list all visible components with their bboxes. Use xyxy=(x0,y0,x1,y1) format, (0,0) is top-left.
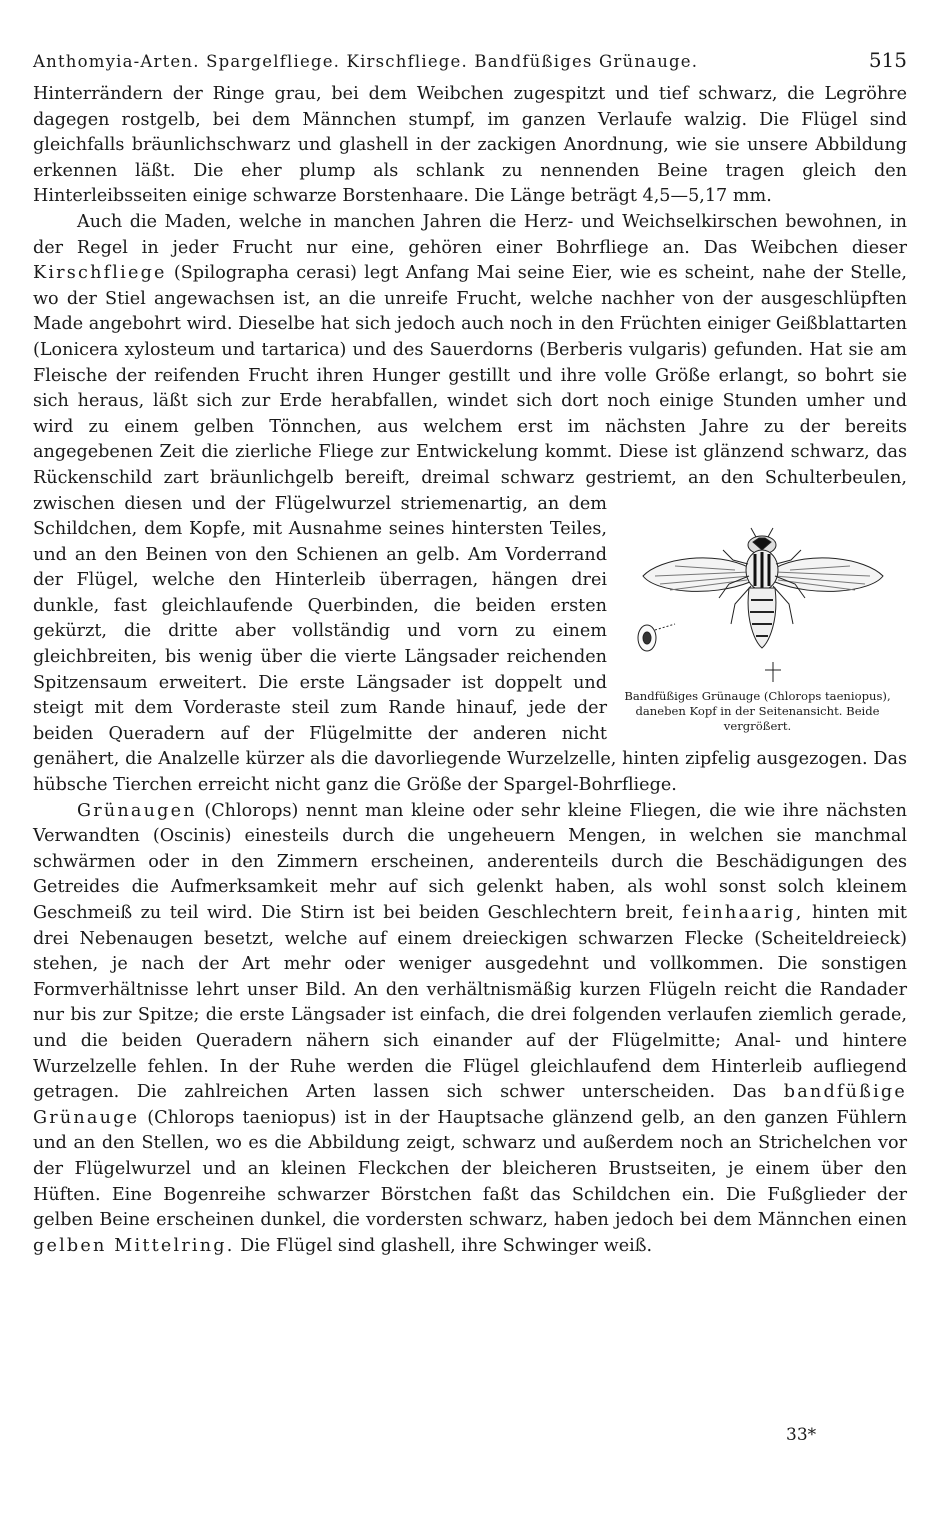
figure-caption: Bandfüßiges Grünauge (Chlorops taeniopus), daneben Kopf in der Seitenansicht. Beide vergrößert. xyxy=(624,689,891,733)
running-header xyxy=(33,48,907,82)
paragraph-3 xyxy=(33,799,907,1260)
fly-icon xyxy=(638,528,883,682)
term-kirschfliege: Kirschfliege xyxy=(33,263,167,284)
term-feinhaarig: feinhaarig, xyxy=(682,903,804,923)
paragraph-3-part-f: (Chlorops taeniopus) ist in der Hauptsache glänzend gelb, an den ganzen Fühlern und an den Stellen, wo es die Abbildung zeigt, schwarz und außerdem noch an Strichelchen vor der Flügelwurzel und an kleinen Fleckchen der bleicheren Brustseiten, je einem über den Hüften. Eine Bogenreihe schwarzer Börstchen faßt das Schildchen ein. Die Fußglieder der gelben Beine erscheinen dunkel, die vordersten schwarz, haben jedoch bei dem Männchen einen xyxy=(33,1107,907,1231)
figure-chlorops xyxy=(615,520,900,734)
paragraph-3-part-d: hinten mit drei Nebenaugen besetzt, welche auf einem dreieckigen schwarzen Flecke (Scheiteldreieck) stehen, je nach der Art mehr oder weniger ausgedehnt und vollkommen. Die sonstigen Formverhältnisse lehrt unser Bild. An den verhältnismäßig kurzen Flügeln reicht die Randader nur bis zur Spitze; die erste Längsader ist einfach, die drei folgenden verlaufen ziemlich gerade, und die beiden Queradern nähern sich einander auf der Flügelmitte; Anal- und hintere Wurzelzelle fehlen. In der Ruhe werden die Flügel gleichlaufend dem Hinterleib aufliegend getragen. Die zahlreichen Arten lassen sich schwer unterscheiden. Das xyxy=(33,903,907,1103)
term-gelben-mittelring: gelben Mittelring. xyxy=(33,1235,235,1256)
signature-mark: 33* xyxy=(786,1425,817,1445)
term-gruenaugen: Grünaugen xyxy=(77,800,197,821)
paragraph-2-part-a: Auch die Maden, welche in manchen Jahren die Herz- und Weichselkirschen bewohnen, in der Regel in jeder Frucht nur eine, gehören einer Bohrfliege an. Das Weibchen dieser xyxy=(33,211,907,258)
paragraph-2-part-c: (Spilographa cerasi) legt Anfang Mai seine Eier, wie es scheint, nahe der Stelle, wo der Stiel angewachsen ist, an die unreife Frucht, welche nachher von der ausgeschlüpften Made angebohrt wird. Dieselbe hat sich jedoch auch noch in den Früchten einiger Geißblattarten (Lonicera xylosteum und tartarica) und des Sauerdorns (Berberis vulgaris) gefunden. Hat sie am Fleische der reifenden Frucht ihren Hunger gestillt und ihre volle Größe erlangt, so bohrt sie sich heraus, läßt sich zur Erde herabfallen, windet sich dort noch einige Stunden umher und wird zu einem gelben Tönnchen, aus welchem erst im nächsten Jahre zu der bereits angegebenen Zeit die zierliche Fliege zur Entwickelung kommt. Diese ist glänzend schwarz, das Rückenschild zart bräunlichgelb bereift, dreimal schwarz gestriemt, an den Schulterbeulen, zwischen diesen und der Flügelwurzel striemenartig, an dem Schildchen, dem Kopfe, mit Ausnahme seines hintersten Teiles, und an den Beinen von den Schienen an gelb. Am Vorderrand der Flügel, welche den Hinterleib überragen, hängen drei dunkle, fast gleichlaufende Querbinden, die beiden ersten gekürzt, die dritte aber vollständig und vorn zu einem gleichbreiten, bis wenig über die vierte Längsader reichenden Spitzensaum erweitert. Die erste Längsader ist doppelt und steigt mit dem Vorderaste steil zum Rande hinauf, jede der beiden Queradern auf der Flügelmitte der anderen nicht genähert, die Analzelle kürzer als die davorliegende Wurzelzelle, hinten zipfelig ausgezogen. Das hübsche Tierchen erreicht nicht ganz die Größe der Spargel-Bohrfliege. xyxy=(33,263,907,796)
fly-illustration xyxy=(615,520,900,685)
paragraph-3-part-b: (Chlorops) nennt man kleine oder sehr kleine Fliegen, die wie ihre nächsten Verwandten (Oscinis) einesteils durch die ungeheuern Mengen, in welchen sie manchmal schwärmen oder in den Zimmern erscheinen, anderenteils durch die Beschädigungen des Getreides die Aufmerksamkeit mehr auf sich gelenkt haben, als wohl sonst solch kleinem Geschmeiß zu teil wird. Die Stirn ist bei beiden Geschlechtern breit, xyxy=(33,800,907,923)
running-title: Anthomyia-Arten. Spargelfliege. Kirschfliege. Bandfüßiges Grünauge. xyxy=(33,52,699,71)
page-number: 515 xyxy=(868,48,907,72)
term-bandfuessige-gruenauge: bandfüßige Grünauge xyxy=(33,1082,908,1128)
paragraph-1: Hinterrändern der Ringe grau, bei dem Weibchen zugespitzt und tief schwarz, die Legröhre dagegen rostgelb, bei dem Männchen stumpf, im ganzen Verlaufe walzig. Die Flügel sind gleichfalls bräunlichschwarz und glashell in der zackigen Anordnung, wie sie unsere Abbildung erkennen läßt. Die eher plump als schlank zu nennenden Beine tragen gleich den Hinterleibsseiten einige schwarze Borstenhaare. Die Länge beträgt 4,5—5,17 mm. xyxy=(33,84,907,207)
paragraph-3-part-h: Die Flügel sind glashell, ihre Schwinger weiß. xyxy=(240,1235,653,1256)
